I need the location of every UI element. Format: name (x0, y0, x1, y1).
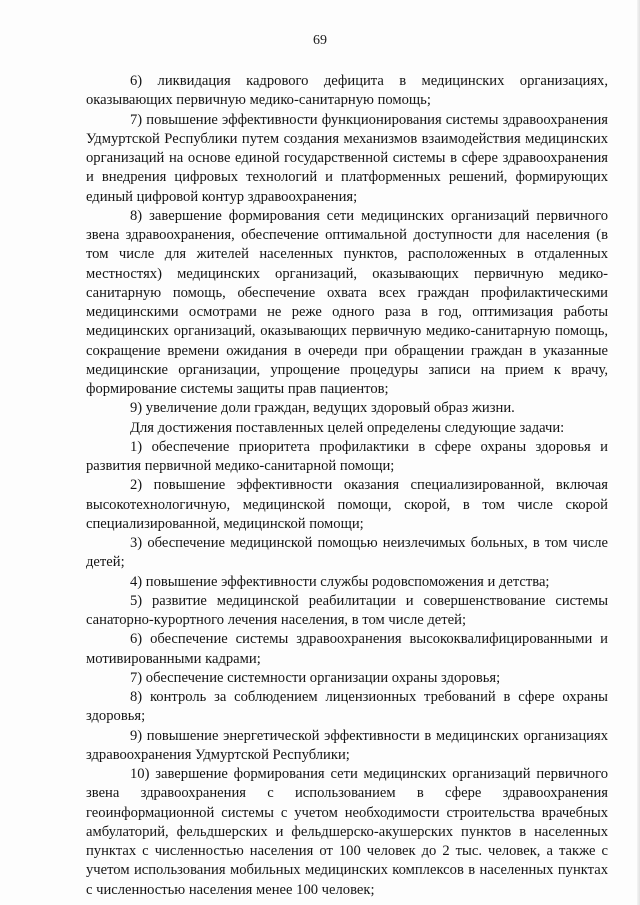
paragraph-goal-6: 6) ликвидация кадрового дефицита в медицинских организациях, оказывающих первичную медико-санитарную помощь; (86, 73, 608, 109)
paragraph-tasks-intro: Для достижения поставленных целей определены следующие задачи: (130, 419, 565, 436)
paragraph-task-6: 6) обеспечение системы здравоохранения высококвалифицированными и мотивированными кадрами; (86, 631, 608, 667)
paragraph-task-7: 7) обеспечение системности организации охраны здоровья; (130, 669, 501, 686)
paragraph-task-10: 10) завершение формирования сети медицинских организаций первичного звена здравоохранения с использованием в сфере здравоохранения геоинформационной системы с учетом необходимости строительства врачебных амбулаторий, фельдшерских и фельдшерско-акушерских пунктов в населенных пунктах с численностью населения от 100 человек до 2 тыс. человек, а также с учетом использования мобильных медицинских комплексов в населенных пунктах с численностью населения менее 100 человек; (86, 766, 608, 898)
paragraph-goal-9: 9) увеличение доли граждан, ведущих здоровый образ жизни. (130, 400, 515, 417)
paragraph-task-8: 8) контроль за соблюдением лицензионных требований в сфере охраны здоровья; (86, 689, 608, 725)
paragraph-task-5: 5) развитие медицинской реабилитации и совершенствование системы санаторно-курортного лечения населения, в том числе детей; (86, 592, 608, 628)
paragraph-task-9: 9) повышение энергетической эффективности в медицинских организациях здравоохранения Удмуртской Республики; (86, 727, 608, 763)
paragraph-task-3: 3) обеспечение медицинской помощью неизлечимых больных, в том числе детей; (86, 535, 608, 571)
document-body (86, 72, 608, 900)
paragraph-goal-7: 7) повышение эффективности функционирования системы здравоохранения Удмуртской Республики путем создания механизмов взаимодействия медицинских организаций на основе единой государственной системы в сфере здравоохранения и внедрения цифровых технологий и платформенных решений, формирующих единый цифровой контур здравоохранения; (86, 111, 608, 205)
paragraph-goal-8: 8) завершение формирования сети медицинских организаций первичного звена здравоохранения, обеспечение оптимальной доступности для населения (в том числе для жителей населенных пунктов, расположенных в отдаленных местностях) медицинских организаций, оказывающих первичную медико-санитарную помощь, обеспечение охвата всех граждан профилактическими медицинскими осмотрами не реже одного раза в год, оптимизация работы медицинских организаций, оказывающих первичную медико-санитарную помощь, сокращение времени ожидания в очереди при обращении граждан в указанные медицинские организации, упрощение процедуры записи на прием к врачу, формирование системы защиты прав пациентов; (86, 207, 608, 397)
paragraph-task-4: 4) повышение эффективности службы родовспоможения и детства; (130, 573, 550, 590)
paragraph-task-1: 1) обеспечение приоритета профилактики в сфере охраны здоровья и развития первичной медико-санитарной помощи; (86, 438, 608, 474)
page-number: 69 (313, 33, 327, 48)
paragraph-task-2: 2) повышение эффективности оказания специализированной, включая высокотехнологичную, медицинской помощи, скорой, в том числе скорой специализированной, медицинской помощи; (86, 477, 608, 532)
